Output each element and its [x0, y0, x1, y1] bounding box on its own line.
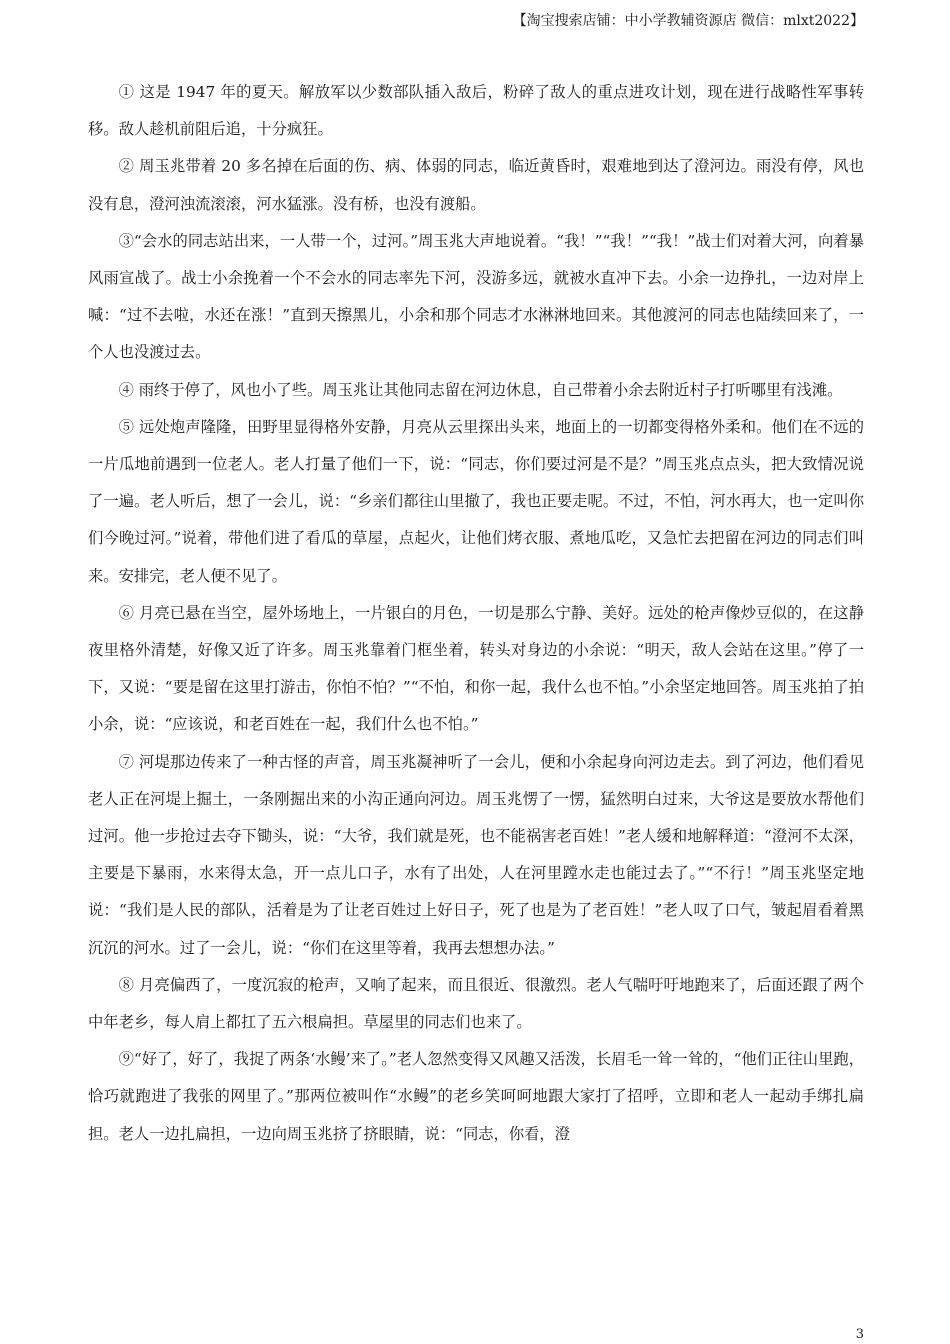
paragraph-8: ⑧ 月亮偏西了，一度沉寂的枪声，又响了起来，而且很近、很激烈。老人气喘吁吁地跑来了，后面还跟了两个中年老乡，每人肩上都扛了五六根扁担。草屋里的同志们也来了。 — [88, 975, 864, 1032]
paragraph-4: ④ 雨终于停了，风也小了些。周玉兆让其他同志留在河边休息，自己带着小余去附近村子打听哪里有浅滩。 — [118, 380, 843, 399]
paragraph-7: ⑦ 河堤那边传来了一种古怪的声音，周玉兆凝神听了一会儿，便和小余起身向河边走去。到了河边，他们看见老人正在河堤上掘土，一条刚掘出来的小沟正通向河边。周玉兆愣了一愣，猛然明白过来，大爷这是要放水帮他们过河。他一步抢过去夺下锄头，说：“大爷，我们就是死，也不能祸害老百姓！”老人缓和地解释道：“澄河不太深，主要是下暴雨，水来得太急，开一点儿口子，水有了出处，人在河里蹚水走也能过去了。”“不行！”周玉兆坚定地说：“我们是人民的部队，活着是为了让老百姓过上好日子，死了也是为了老百姓！”老人叹了口气，皱起眉看着黑沉沉的河水。过了一会儿，说：“你们在这里等着，我再去想想办法。” — [88, 752, 864, 957]
paragraph-3: ③“会水的同志站出来，一人带一个，过河。”周玉兆大声地说着。“我！”“我！”“我！”战士们对着大河，向着暴风雨宣战了。战士小余挽着一个不会水的同志率先下河，没游多远，就被水直冲下去。小余一边挣扎，一边对岸上喊：“过不去啦，水还在涨！”直到天擦黑儿，小余和那个同志才水淋淋地回来。其他渡河的同志也陆续回来了，一个人也没渡过去。 — [88, 231, 864, 362]
paragraph-2: ② 周玉兆带着 20 多名掉在后面的伤、病、体弱的同志，临近黄昏时，艰难地到达了澄河边。雨没有停，风也没有息，澄河浊流滚滚，河水猛涨。没有桥，也没有渡船。 — [88, 157, 864, 213]
page-header: 【淘宝搜索店铺：中小学教辅资源店 微信：mlxt2022】 — [512, 13, 864, 29]
article-body — [88, 74, 864, 1153]
paragraph-9: ⑨“好了，好了，我捉了两条‘水鳗’来了。”老人忽然变得又风趣又活泼，长眉毛一耸一耸的，“他们正往山里跑，恰巧就跑进了我张的网里了。”那两位被叫作“水鳗”的老乡笑呵呵地跟大家打了招呼，立即和老人一起动手绑扎扁担。老人一边扎扁担，一边向周玉兆挤了挤眼睛，说：“同志，你看，澄 — [88, 1050, 864, 1143]
page-number: 3 — [855, 1327, 864, 1342]
paragraph-5: ⑤ 远处炮声隆隆，田野里显得格外安静，月亮从云里探出头来，地面上的一切都变得格外柔和。他们在不远的一片瓜地前遇到一位老人。老人打量了他们一下，说：“同志，你们要过河是不是？”周玉兆点点头，把大致情况说了一遍。老人听后，想了一会儿，说：“乡亲们都往山里撤了，我也正要走呢。不过，不怕，河水再大，也一定叫你们今晚过河。”说着，带他们进了看瓜的草屋，点起火，让他们烤衣服、煮地瓜吃，又急忙去把留在河边的同志们叫来。安排完，老人便不见了。 — [88, 417, 864, 585]
paragraph-1: ① 这是 1947 年的夏天。解放军以少数部队插入敌后，粉碎了敌人的重点进攻计划，现在进行战略性军事转移。敌人趁机前阻后追，十分疯狂。 — [88, 83, 864, 139]
paragraph-6: ⑥ 月亮已悬在当空，屋外场地上，一片银白的月色，一切是那么宁静、美好。远处的枪声像炒豆似的，在这静夜里格外清楚，好像又近了许多。周玉兆靠着门框坐着，转头对身边的小余说：“明天，敌人会站在这里。”停了一下，又说：“要是留在这里打游击，你怕不怕？”“不怕，和你一起，我什么也不怕。”小余坚定地回答。周玉兆拍了拍小余，说：“应该说，和老百姓在一起，我们什么也不怕。” — [88, 603, 864, 734]
